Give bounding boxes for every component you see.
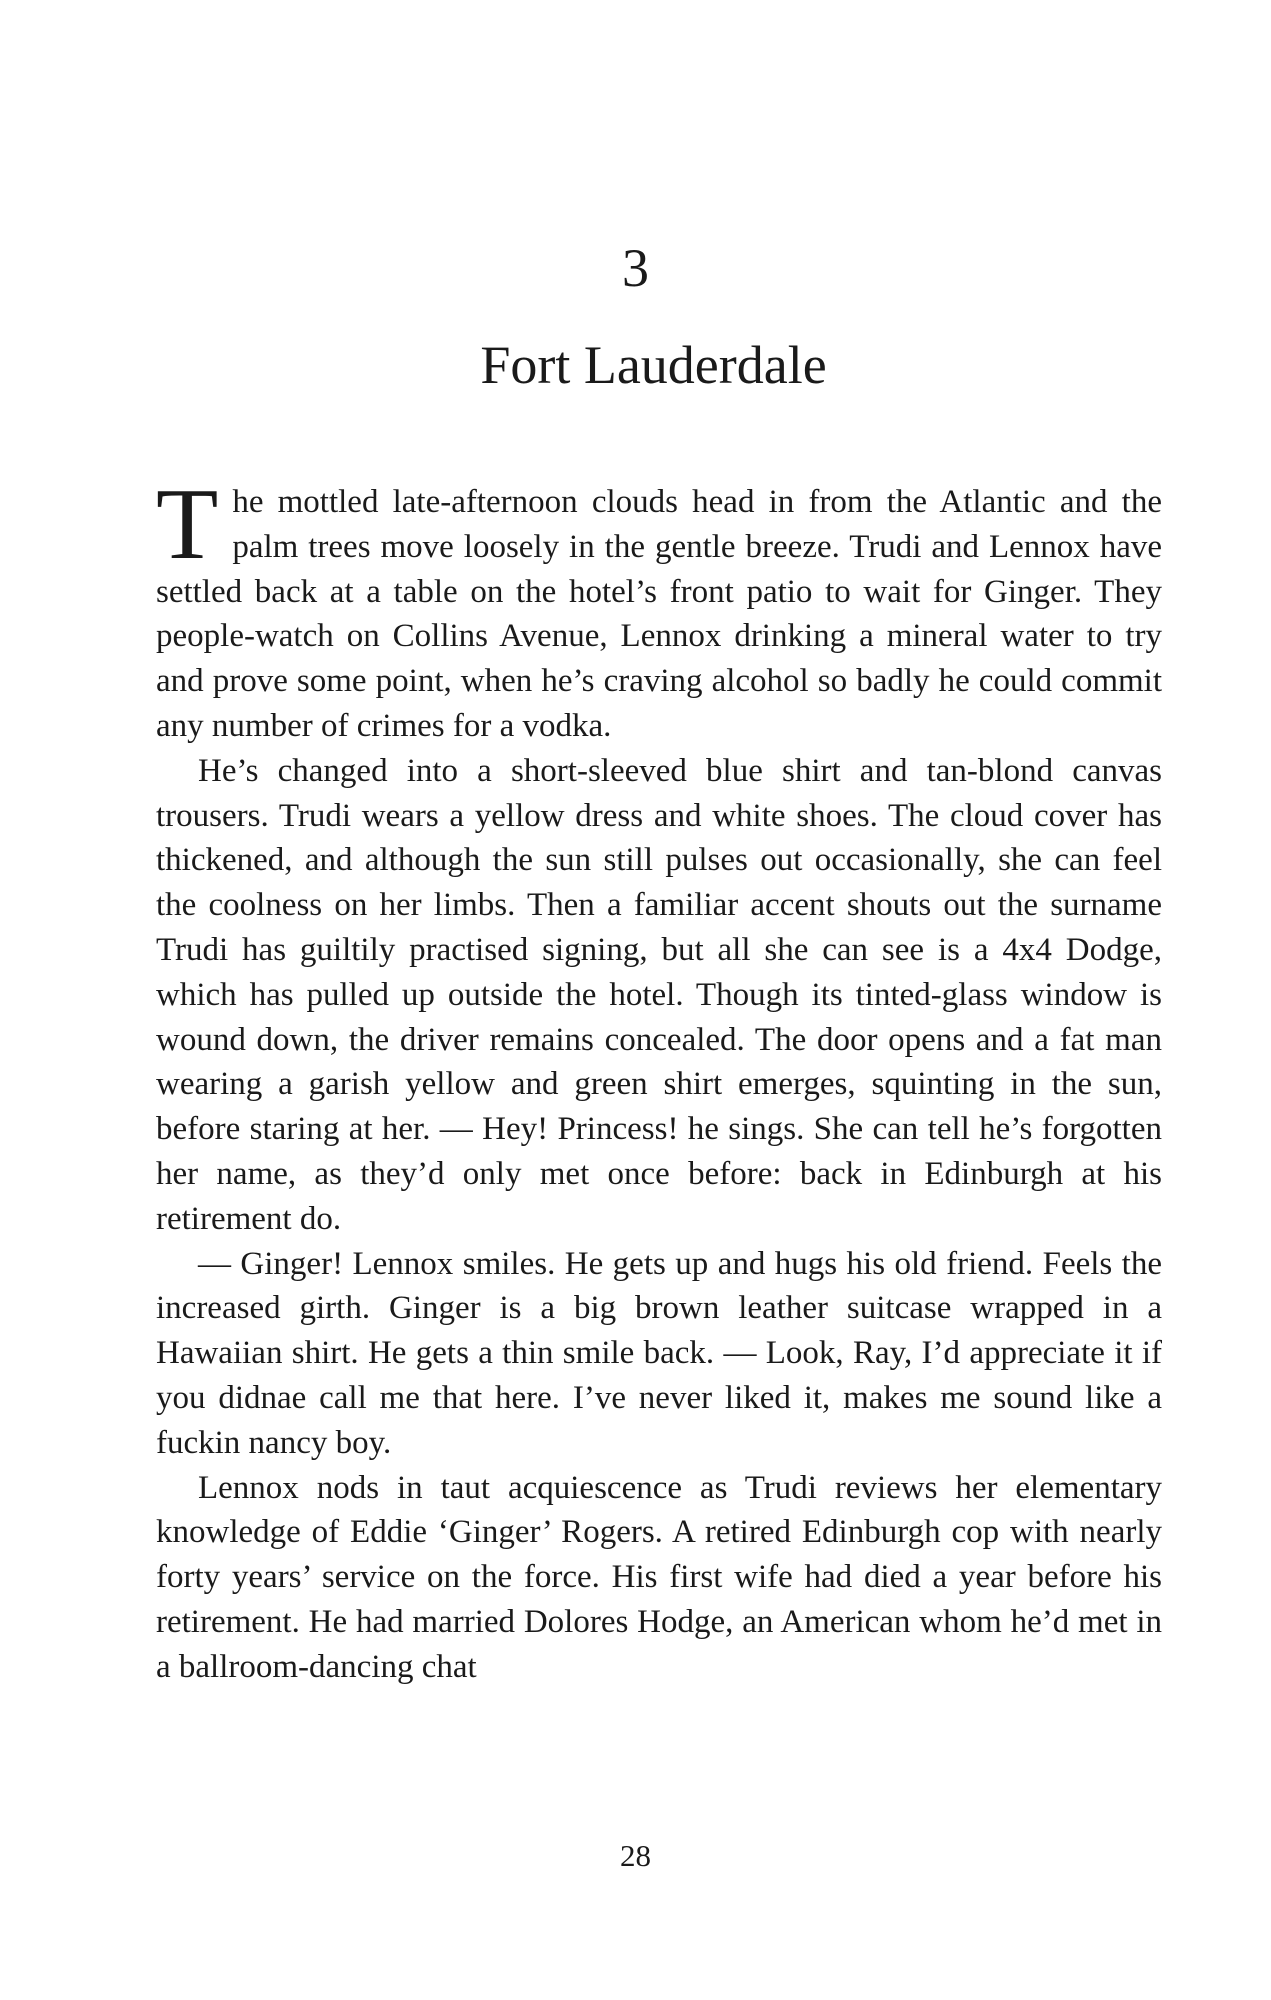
page-number: 28 <box>620 1838 651 1873</box>
chapter-title: Fort Lauderdale <box>480 335 827 395</box>
drop-cap: T <box>156 468 219 581</box>
chapter-body <box>156 468 1162 1690</box>
paragraph-4: Lennox nods in taut acquiescence as Trudi reviews her elementary knowledge of Eddie ‘Ginger’ Rogers. A retired Edinburgh cop with nearly forty years’ service on the force. His first wife had died a year before his retirement. He had married Dolores Hodge, an American whom he’d met in a ballroom-dancing chat <box>156 1469 1162 1685</box>
paragraph-3: — Ginger! Lennox smiles. He gets up and hugs his old friend. Feels the increased girth. Ginger is a big brown leather suitcase wrapped in a Hawaiian shirt. He gets a thin smile back. — Look, Ray, I’d appreciate it if you didnae call me that here. I’ve never liked it, makes me sound like a fuckin nancy boy. <box>156 1245 1162 1461</box>
paragraph-2: He’s changed into a short-sleeved blue shirt and tan-blond canvas trousers. Trudi wears a yellow dress and white shoes. The cloud cover has thickened, and although the sun still pulses out occasionally, she can feel the coolness on her limbs. Then a familiar accent shouts out the surname Trudi has guiltily practised signing, but all she can see is a 4x4 Dodge, which has pulled up outside the hotel. Though its tinted-glass window is wound down, the driver remains concealed. The door opens and a fat man wearing a garish yellow and green shirt emerges, squinting in the sun, before staring at her. — Hey! Princess! he sings. She can tell he’s forgotten her name, as they’d only met once before: back in Edinburgh at his retirement do. <box>156 752 1162 1237</box>
paragraph-text: he mottled late-afternoon clouds head in from the Atlantic and the palm trees move loosely in the gentle breeze. Trudi and Lennox have settled back at a table on the hotel’s front patio to wait for Ginger. They people-watch on Collins Avenue, Lennox drinking a mineral water to try and prove some point, when he’s craving alcohol so badly he could commit any number of crimes for a vodka. <box>156 484 1162 744</box>
paragraph-1 <box>156 468 1162 749</box>
chapter-number: 3 <box>622 238 649 298</box>
